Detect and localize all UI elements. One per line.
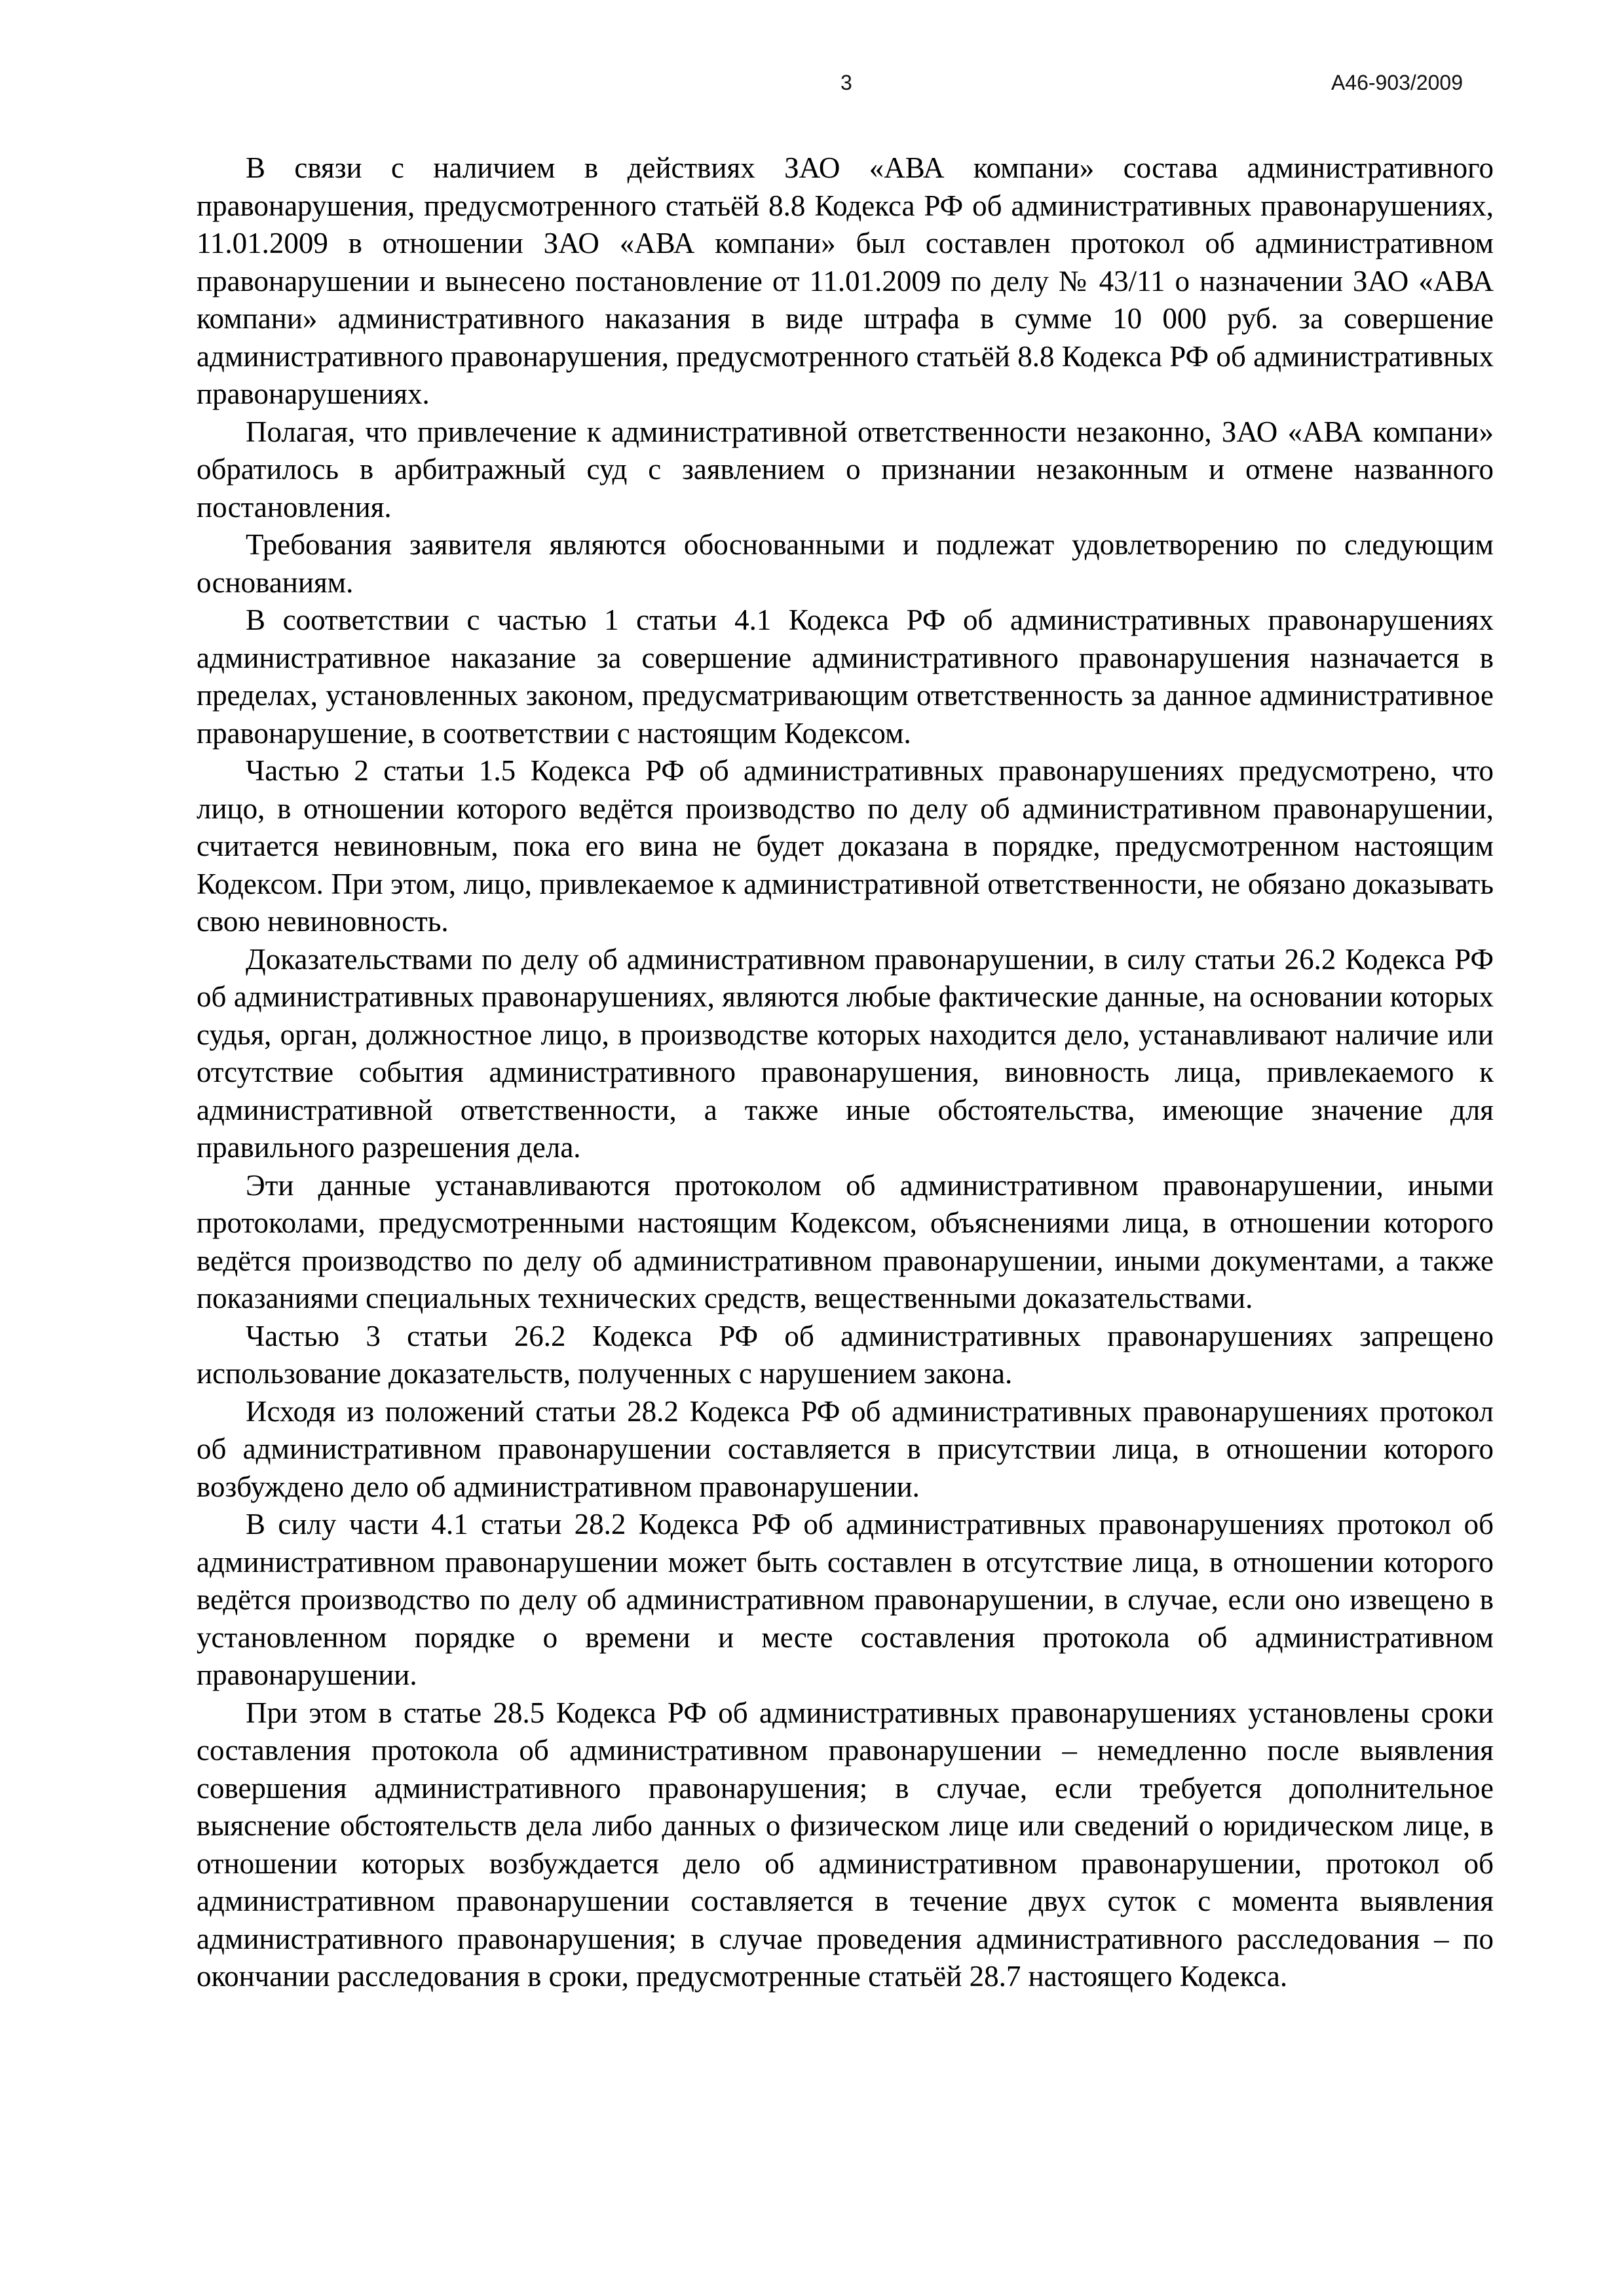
page-number: 3: [840, 71, 852, 94]
paragraph: Доказательствами по делу об административном правонарушении, в силу статьи 26.2 Кодекса РФ об административных правонарушениях, являются любые фактические данные, на основании которых судья, орган, должностное лицо, в производстве которых находится дело, устанавливают наличие или отсутствие события административного правонарушения, виновность лица, привлекаемого к административной ответственности, а также иные обстоятельства, имеющие значение для правильного разрешения дела.: [197, 942, 1494, 1164]
paragraph: Требования заявителя являются обоснованными и подлежат удовлетворению по следующим основаниям.: [197, 528, 1494, 599]
paragraph: Частью 3 статьи 26.2 Кодекса РФ об административных правонарушениях запрещено использование доказательств, полученных с нарушением закона.: [197, 1319, 1494, 1390]
paragraph: Полагая, что привлечение к административной ответственности незаконно, ЗАО «АВА компани» обратилось в арбитражный суд с заявлением о признании незаконным и отмене названного постановления.: [197, 415, 1494, 524]
paragraph: Эти данные устанавливаются протоколом об административном правонарушении, иными протоколами, предусмотренными настоящим Кодексом, объяснениями лица, в отношении которого ведётся производство по делу об административном правонарушении, иными документами, а также показаниями специальных технических средств, вещественными доказательствами.: [197, 1168, 1494, 1314]
paragraph: В силу части 4.1 статьи 28.2 Кодекса РФ об административных правонарушениях протокол об административном правонарушении может быть составлен в отсутствие лица, в отношении которого ведётся производство по делу об административном правонарушении, в случае, если оно извещено в установленном порядке о времени и месте составления протокола об административном правонарушении.: [197, 1508, 1494, 1691]
paragraph: При этом в статье 28.5 Кодекса РФ об административных правонарушениях установлены сроки составления протокола об административном правонарушении – немедленно после выявления совершения административного правонарушения; в случае, если требуется дополнительное выяснение обстоятельств дела либо данных о физическом лице или сведений о юридическом лице, в отношении которых возбуждается дело об административном правонарушении, протокол об административном правонарушении составляется в течение двух суток с момента выявления административного правонарушения; в случае проведения административного расследования – по окончании расследования в сроки, предусмотренные статьёй 28.7 настоящего Кодекса.: [197, 1696, 1494, 1993]
paragraph: Частью 2 статьи 1.5 Кодекса РФ об административных правонарушениях предусмотрено, что лицо, в отношении которого ведётся производство по делу об административном правонарушении, считается невиновным, пока его вина не будет доказана в порядке, предусмотренном настоящим Кодексом. При этом, лицо, привлекаемое к административной ответственности, не обязано доказывать свою невиновность.: [197, 754, 1494, 938]
paragraph: Исходя из положений статьи 28.2 Кодекса РФ об административных правонарушениях протокол об административном правонарушении составляется в присутствии лица, в отношении которого возбуждено дело об административном правонарушении.: [197, 1394, 1494, 1503]
document-body: [197, 149, 1494, 1996]
case-number: А46-903/2009: [1331, 71, 1463, 94]
paragraph: В связи с наличием в действиях ЗАО «АВА компани» состава административного правонарушения, предусмотренного статьёй 8.8 Кодекса РФ об административных правонарушениях, 11.01.2009 в отношении ЗАО «АВА компани» был составлен протокол об административном правонарушении и вынесено постановление от 11.01.2009 по делу № 43/11 о назначении ЗАО «АВА компани» административного наказания в виде штрафа в сумме 10 000 руб. за совершение административного правонарушения, предусмотренного статьёй 8.8 Кодекса РФ об административных правонарушениях.: [197, 151, 1494, 410]
paragraph: В соответствии с частью 1 статьи 4.1 Кодекса РФ об административных правонарушениях административное наказание за совершение административного правонарушения назначается в пределах, установленных законом, предусматривающим ответственность за данное административное правонарушение, в соответствии с настоящим Кодексом.: [197, 603, 1494, 750]
